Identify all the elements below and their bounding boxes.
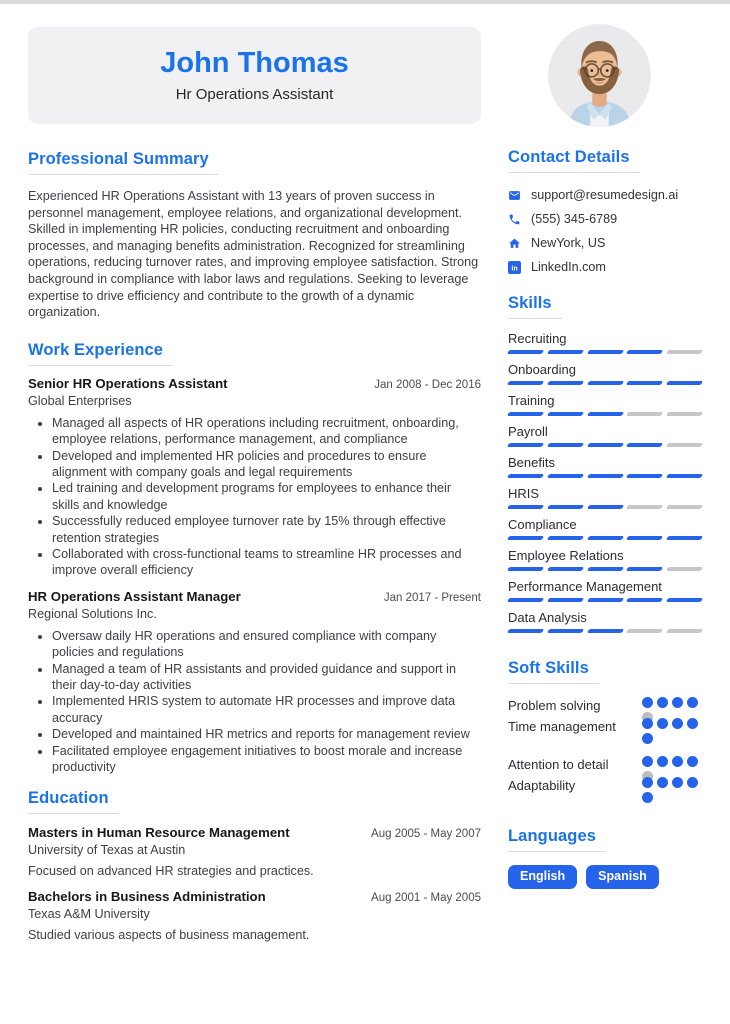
- bullet-item: • Implemented HRIS system to automate HR processes and improve data accuracy: [52, 693, 481, 726]
- job-title: Senior HR Operations Assistant: [28, 375, 228, 391]
- person-name: John Thomas: [160, 47, 349, 80]
- skill-bar-segment: [666, 567, 703, 571]
- skill-bar-segment: [507, 350, 544, 354]
- contact-list: [508, 188, 702, 274]
- skill-item: [508, 548, 702, 571]
- skill-bar: [508, 536, 702, 540]
- skill-name: HRIS: [508, 486, 540, 501]
- skill-bar-segment: [626, 505, 663, 509]
- skill-item: [508, 486, 702, 509]
- rating-dot: [687, 718, 698, 729]
- skill-bar-segment: [626, 412, 663, 416]
- skill-name: Training: [508, 393, 555, 408]
- skill-name: Benefits: [508, 455, 555, 470]
- linkedin-icon: [508, 261, 521, 274]
- summary-text: Experienced HR Operations Assistant with 13 years of proven success in personnel management, employee relations, and organizational development. Skilled in implementing HR policies, conducting recruitment and onboarding processes, and managing benefits administration. Recognized for streamlining operations, reducing turnover rates, and improving employee satisfaction. Strong background in compliance with labor laws and regulations. Seeking to leverage expertise to drive efficiency and contribute to the growth of a dynamic organization.: [28, 189, 479, 320]
- rating-dot: [672, 756, 683, 767]
- page-top-border: [0, 0, 730, 4]
- soft-skills-list: [508, 697, 702, 807]
- bullet-item: • Developed and maintained HR metrics and reports for management review: [52, 726, 481, 742]
- skill-bar: [508, 474, 702, 478]
- skill-name: Recruiting: [508, 331, 567, 346]
- skill-bar: [508, 412, 702, 416]
- skill-bar-segment: [626, 381, 663, 385]
- rating-dot: [687, 697, 698, 708]
- education-degree: Bachelors in Business Administration: [28, 889, 266, 905]
- header-card: [28, 27, 481, 124]
- skill-bar: [508, 350, 702, 354]
- email-icon: [508, 189, 521, 202]
- skill-item: [508, 517, 702, 540]
- contact-item[interactable]: [508, 188, 702, 202]
- bullet-item: • Oversaw daily HR operations and ensured compliance with company policies and regulations: [52, 628, 481, 661]
- skill-bar: [508, 443, 702, 447]
- profile-photo: [548, 24, 651, 127]
- rating-dot: [642, 733, 653, 744]
- skill-bar-segment: [507, 443, 544, 447]
- education-section: [28, 789, 481, 942]
- language-pills: [508, 865, 702, 889]
- skill-bar: [508, 598, 702, 602]
- rating-dot: [657, 777, 668, 788]
- skill-bar-segment: [586, 598, 623, 602]
- contact-item[interactable]: [508, 260, 702, 274]
- experience-heading: Work Experience: [28, 341, 173, 366]
- job-header: [28, 589, 481, 604]
- job-dates: Jan 2008 - Dec 2016: [374, 378, 481, 391]
- contact-text: support@resumedesign.ai: [531, 188, 679, 202]
- skill-bar-segment: [586, 443, 623, 447]
- home-icon: [508, 237, 521, 250]
- job-bullets: [28, 415, 481, 579]
- soft-skills-heading: Soft Skills: [508, 659, 599, 684]
- job-company: Global Enterprises: [28, 393, 132, 408]
- skill-bar-segment: [626, 443, 663, 447]
- skill-bar-segment: [547, 443, 584, 447]
- skill-bar-segment: [586, 536, 623, 540]
- skill-bar-segment: [547, 536, 584, 540]
- skill-bar-segment: [547, 381, 584, 385]
- skill-name: Payroll: [508, 424, 548, 439]
- education-school: Texas A&M University: [28, 907, 150, 922]
- skill-bar-segment: [626, 536, 663, 540]
- education-entries: [28, 825, 481, 942]
- bullet-item: • Facilitated employee engagement initiatives to boost morale and increase productivity: [52, 743, 481, 776]
- skill-bar-segment: [586, 381, 623, 385]
- skill-item: [508, 362, 702, 385]
- education-entry: [28, 825, 481, 878]
- rating-dot: [642, 718, 653, 729]
- education-dates: Aug 2001 - May 2005: [371, 892, 481, 905]
- skill-name: Compliance: [508, 517, 577, 532]
- svg-text:in: in: [511, 264, 518, 272]
- skill-bar-segment: [666, 443, 703, 447]
- skill-name: Data Analysis: [508, 610, 587, 625]
- education-degree: Masters in Human Resource Management: [28, 825, 290, 841]
- skill-bar: [508, 381, 702, 385]
- bullet-item: • Successfully reduced employee turnover rate by 15% through effective retention strategies: [52, 513, 481, 546]
- rating-dot: [657, 756, 668, 767]
- job-bullets: [28, 628, 481, 776]
- skills-heading: Skills: [508, 294, 562, 319]
- skill-bar-segment: [507, 629, 544, 633]
- experience-section: [28, 341, 481, 776]
- skill-bar: [508, 505, 702, 509]
- skill-bar-segment: [626, 474, 663, 478]
- skill-bar-segment: [547, 567, 584, 571]
- bullet-item: • Collaborated with cross-functional teams to streamline HR processes and improve overall efficiency: [52, 546, 481, 579]
- person-job-title: Hr Operations Assistant: [175, 85, 334, 103]
- profile-photo-illustration: [548, 24, 651, 127]
- rating-dot: [657, 718, 668, 729]
- job-entry: [28, 376, 481, 579]
- skill-bar-segment: [507, 567, 544, 571]
- bullet-item: • Managed all aspects of HR operations including recruitment, onboarding, employee relations, performance management, and compliance: [52, 415, 481, 448]
- skill-bar-segment: [586, 474, 623, 478]
- skill-bar-segment: [666, 505, 703, 509]
- skill-item: [508, 424, 702, 447]
- main-column: [28, 150, 481, 942]
- skill-bar-segment: [626, 350, 663, 354]
- skill-bar: [508, 567, 702, 571]
- skill-bar-segment: [586, 567, 623, 571]
- skill-bar-segment: [666, 474, 703, 478]
- skill-bar-segment: [586, 629, 623, 633]
- skill-item: [508, 579, 702, 602]
- education-header: [28, 825, 481, 840]
- side-column: [508, 148, 702, 889]
- job-dates: Jan 2017 - Present: [383, 591, 481, 604]
- education-description: Studied various aspects of business management.: [28, 928, 310, 943]
- contact-text: LinkedIn.com: [531, 260, 606, 274]
- rating-dot: [657, 697, 668, 708]
- rating-dot: [672, 697, 683, 708]
- skill-bar: [508, 629, 702, 633]
- job-header: [28, 376, 481, 391]
- skill-bar-segment: [666, 381, 703, 385]
- skill-bar-segment: [507, 598, 544, 602]
- contact-section: [508, 148, 702, 274]
- rating-dot: [642, 777, 653, 788]
- language-pill[interactable]: English: [508, 865, 577, 889]
- skill-bar-segment: [507, 505, 544, 509]
- soft-skill-row: [508, 777, 702, 807]
- soft-skill-name: Problem solving: [508, 698, 601, 713]
- education-dates: Aug 2005 - May 2007: [371, 828, 481, 841]
- skill-bar-segment: [547, 598, 584, 602]
- soft-skill-dots: [642, 718, 702, 748]
- rating-dot: [642, 697, 653, 708]
- skills-list: [508, 331, 702, 633]
- skill-bar-segment: [626, 598, 663, 602]
- skill-item: [508, 610, 702, 633]
- rating-dot: [672, 718, 683, 729]
- soft-skill-row: [508, 718, 702, 748]
- education-heading: Education: [28, 789, 119, 814]
- contact-item[interactable]: [508, 212, 702, 226]
- skill-name: Onboarding: [508, 362, 576, 377]
- rating-dot: [642, 756, 653, 767]
- bullet-item: • Developed and implemented HR policies and procedures to ensure alignment with company goals and legal requirements: [52, 448, 481, 481]
- languages-heading: Languages: [508, 827, 606, 852]
- skill-item: [508, 393, 702, 416]
- job-company: Regional Solutions Inc.: [28, 606, 157, 621]
- rating-dot: [642, 792, 653, 803]
- skill-bar-segment: [666, 412, 703, 416]
- skill-bar-segment: [547, 350, 584, 354]
- skill-bar-segment: [586, 505, 623, 509]
- job-title: HR Operations Assistant Manager: [28, 588, 241, 604]
- rating-dot: [672, 777, 683, 788]
- language-pill[interactable]: Spanish: [586, 865, 659, 889]
- soft-skill-dots: [642, 777, 702, 807]
- education-description: Focused on advanced HR strategies and practices.: [28, 864, 314, 879]
- soft-skill-name: Time management: [508, 719, 616, 734]
- skill-item: [508, 455, 702, 478]
- summary-heading: Professional Summary: [28, 150, 219, 175]
- contact-heading: Contact Details: [508, 148, 640, 173]
- job-entry: [28, 589, 481, 776]
- rating-dot: [687, 777, 698, 788]
- skill-bar-segment: [666, 598, 703, 602]
- skill-bar-segment: [666, 536, 703, 540]
- summary-section: [28, 150, 481, 321]
- contact-item[interactable]: [508, 236, 702, 250]
- skill-bar-segment: [547, 505, 584, 509]
- rating-dot: [687, 756, 698, 767]
- skills-section: [508, 294, 702, 633]
- contact-text: (555) 345-6789: [531, 212, 618, 226]
- soft-skill-name: Attention to detail: [508, 757, 609, 772]
- skill-bar-segment: [586, 412, 623, 416]
- skill-bar-segment: [547, 412, 584, 416]
- soft-skills-section: [508, 659, 702, 807]
- skill-bar-segment: [507, 412, 544, 416]
- skill-bar-segment: [626, 567, 663, 571]
- skill-bar-segment: [547, 629, 584, 633]
- languages-section: [508, 827, 702, 889]
- skill-bar-segment: [507, 381, 544, 385]
- education-header: [28, 889, 481, 904]
- skill-bar-segment: [666, 350, 703, 354]
- contact-text: NewYork, US: [531, 236, 606, 250]
- skill-name: Employee Relations: [508, 548, 624, 563]
- skill-bar-segment: [507, 536, 544, 540]
- education-entry: [28, 889, 481, 942]
- skill-bar-segment: [666, 629, 703, 633]
- bullet-item: • Led training and development programs for employees to enhance their skills and knowledge: [52, 480, 481, 513]
- jobs: [28, 376, 481, 776]
- skill-bar-segment: [626, 629, 663, 633]
- phone-icon: [508, 213, 521, 226]
- education-school: University of Texas at Austin: [28, 843, 186, 858]
- bullet-item: • Managed a team of HR assistants and provided guidance and support in their day-to-day activities: [52, 661, 481, 694]
- soft-skill-name: Adaptability: [508, 778, 576, 793]
- skill-bar-segment: [586, 350, 623, 354]
- skill-bar-segment: [547, 474, 584, 478]
- skill-bar-segment: [507, 474, 544, 478]
- skill-name: Performance Management: [508, 579, 662, 594]
- skill-item: [508, 331, 702, 354]
